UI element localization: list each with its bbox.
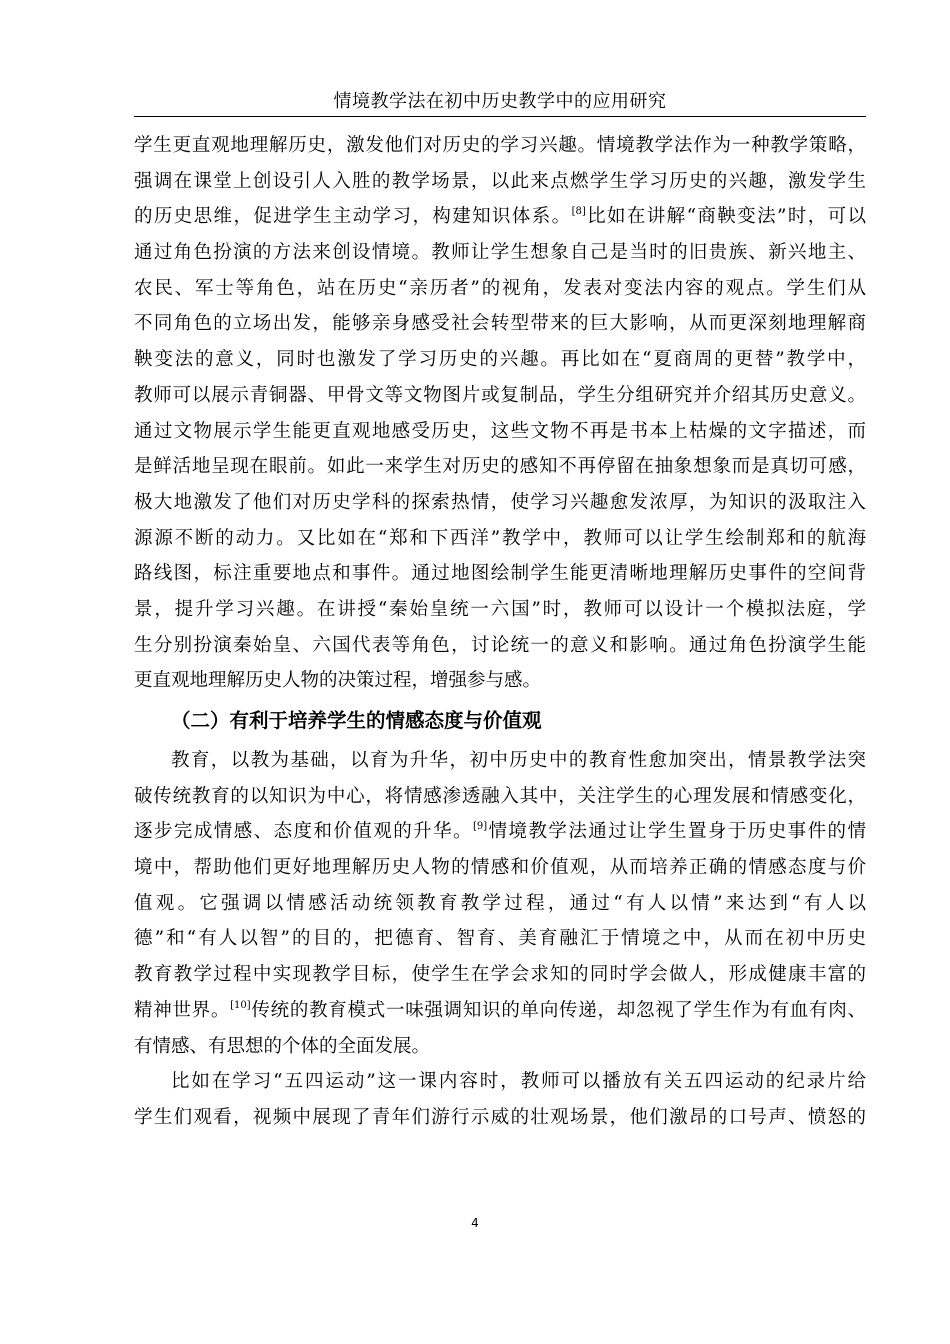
text-segment: 的历史思维，促进学生主动学习，构建知识体系。 xyxy=(134,206,572,228)
text-line: 生分别扮演秦始皇、六国代表等角色，讨论统一的意义和影响。通过角色扮演学生能 xyxy=(134,634,866,656)
text-line: 值观。它强调以情感活动统领教育教学过程，通过“有人以情”来达到“有人以 xyxy=(134,892,866,914)
text-segment: 精神世界。 xyxy=(134,999,231,1021)
text-line: 极大地激发了他们对历史学科的探索热情，使学习兴趣愈发浓厚，为知识的汲取注入 xyxy=(134,491,866,513)
paragraph-example xyxy=(134,1064,866,1135)
text-line: 农民、军士等角色，站在历史“亲历者”的视角，发表对变法内容的观点。学生们从 xyxy=(134,277,866,299)
text-line xyxy=(134,199,866,235)
text-line: 不同角色的立场出发，能够亲身感受社会转型带来的巨大影响，从而更深刻地理解商 xyxy=(134,313,866,335)
text-line: 通过文物展示学生能更直观地感受历史，这些文物不再是书本上枯燥的文字描述，而 xyxy=(134,420,866,442)
paragraph-values xyxy=(134,743,866,1064)
text-line: 教师可以展示青铜器、甲骨文等文物图片或复制品，学生分组研究并介绍其历史意义。 xyxy=(134,384,866,406)
text-line: 强调在课堂上创设引人入胜的教学场景，以此来点燃学生学习历史的兴趣，激发学生 xyxy=(134,170,866,192)
text-line: 教育教学过程中实现教学目标，使学生在学会求知的同时学会做人，形成健康丰富的 xyxy=(134,964,866,986)
running-header: 情境教学法在初中历史教学中的应用研究 xyxy=(333,91,667,112)
text-line xyxy=(134,993,866,1029)
section-heading: （二）有利于培养学生的情感态度与价值观 xyxy=(171,709,542,732)
text-line: 更直观地理解历史人物的决策过程，增强参与感。 xyxy=(134,670,542,692)
citation-8: [8] xyxy=(571,206,586,218)
text-line: 学生更直观地理解历史，激发他们对历史的学习兴趣。情境教学法作为一种教学策略， xyxy=(134,135,866,156)
text-segment: 传统的教育模式一味强调知识的单向传递，却忽视了学生作为有血有肉、 xyxy=(250,999,866,1021)
text-line: 是鲜活地呈现在眼前。如此一来学生对历史的感知不再停留在抽象想象而是真切可感， xyxy=(134,456,866,478)
page-body xyxy=(134,128,866,1136)
paragraph-interest xyxy=(134,128,866,699)
text-line xyxy=(134,814,866,850)
text-line: 德”和“有人以智”的目的，把德育、智育、美育融汇于情境之中，从而在初中历史 xyxy=(134,928,866,950)
text-line: 景，提升学习兴趣。在讲授“秦始皇统一六国”时，教师可以设计一个模拟法庭，学 xyxy=(134,598,866,620)
text-line: 破传统教育的以知识为中心，将情感渗透融入其中，关注学生的心理发展和情感变化， xyxy=(134,785,866,807)
text-line: 有情感、有思想的个体的全面发展。 xyxy=(134,1035,431,1057)
text-line: 境中，帮助他们更好地理解历史人物的情感和价值观，从而培养正确的情感态度与价 xyxy=(134,857,866,879)
citation-10: [10] xyxy=(230,999,251,1011)
text-line: 鞅变法的意义，同时也激发了学习历史的兴趣。再比如在“夏商周的更替”教学中， xyxy=(134,349,866,371)
header-divider xyxy=(134,116,866,117)
text-line: 比如在学习“五四运动”这一课内容时，教师可以播放有关五四运动的纪录片给 xyxy=(171,1071,866,1093)
text-line: 教育，以教为基础，以育为升华，初中历史中的教育性愈加突出，情景教学法突 xyxy=(171,750,866,771)
text-segment: 逐步完成情感、态度和价值观的升华。 xyxy=(134,821,473,843)
text-line: 通过角色扮演的方法来创设情境。教师让学生想象自己是当时的旧贵族、新兴地主、 xyxy=(134,242,866,264)
page-number: 4 xyxy=(471,1216,479,1230)
citation-9: [9] xyxy=(472,821,488,833)
text-segment: 比如在讲解“商鞅变法”时，可以 xyxy=(585,206,866,228)
text-segment: 情境教学法通过让学生置身于历史事件的情 xyxy=(487,821,866,843)
text-line: 学生们观看，视频中展现了青年们游行示威的壮观场景，他们激昂的口号声、愤怒的 xyxy=(134,1106,866,1128)
text-line: 路线图，标注重要地点和事件。通过地图绘制学生能更清晰地理解历史事件的空间背 xyxy=(134,563,866,585)
text-line: 源源不断的动力。又比如在“郑和下西洋”教学中，教师可以让学生绘制郑和的航海 xyxy=(134,527,866,549)
